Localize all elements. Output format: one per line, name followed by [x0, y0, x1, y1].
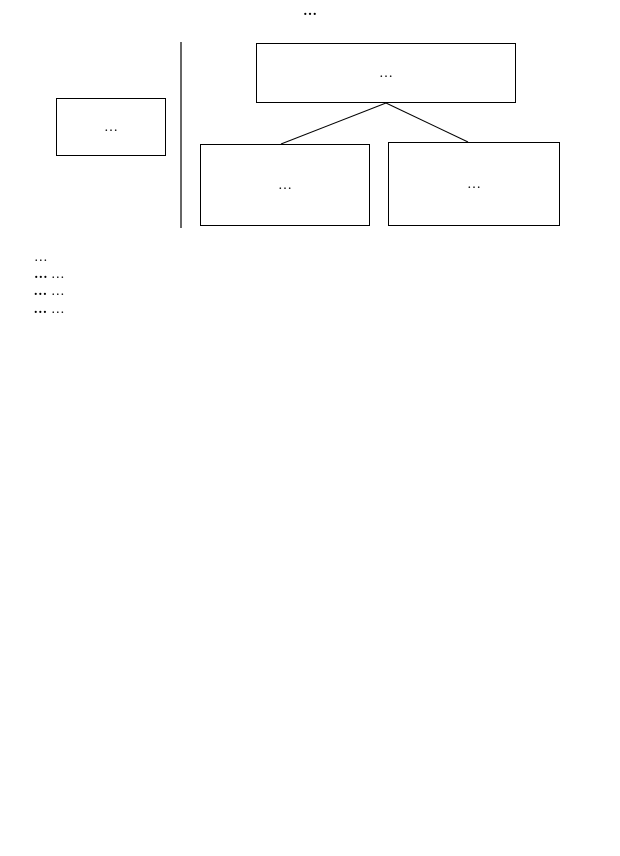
- paragraph-instincts-motivation-body: …: [51, 300, 65, 316]
- diagram-box-supportive-label: …: [467, 176, 481, 192]
- body-text: [4, 248, 616, 317]
- paragraph-intro-body: …: [34, 249, 48, 264]
- diagram-box-insight-oriented: [200, 144, 370, 226]
- paragraph-psychological-concept-body: …: [51, 266, 65, 282]
- paragraph-psychological-concept: [4, 265, 616, 282]
- paragraph-unconscious-processes-lead: …: [34, 283, 48, 299]
- diagram-box-supportive: [388, 142, 560, 226]
- diagram-box-psychoanalytic-therapy: [256, 43, 516, 103]
- paragraph-instincts-motivation: [4, 300, 616, 317]
- diagram-box-psychoanalytic-therapy-label: …: [379, 65, 393, 81]
- connector-left-line: [281, 103, 386, 144]
- diagram-box-psychoanalysis-label: …: [104, 119, 118, 135]
- paragraph-unconscious-processes: [4, 282, 616, 299]
- paragraph-instincts-motivation-lead: …: [34, 300, 48, 316]
- paragraph-intro: [4, 248, 616, 265]
- connector-right-line: [386, 103, 468, 142]
- paragraph-psychological-concept-lead: …: [34, 266, 48, 282]
- page-title: …: [303, 4, 317, 19]
- diagram-box-insight-oriented-label: …: [278, 177, 292, 193]
- diagram-box-psychoanalysis: [56, 98, 166, 156]
- paragraph-unconscious-processes-body: …: [51, 283, 65, 299]
